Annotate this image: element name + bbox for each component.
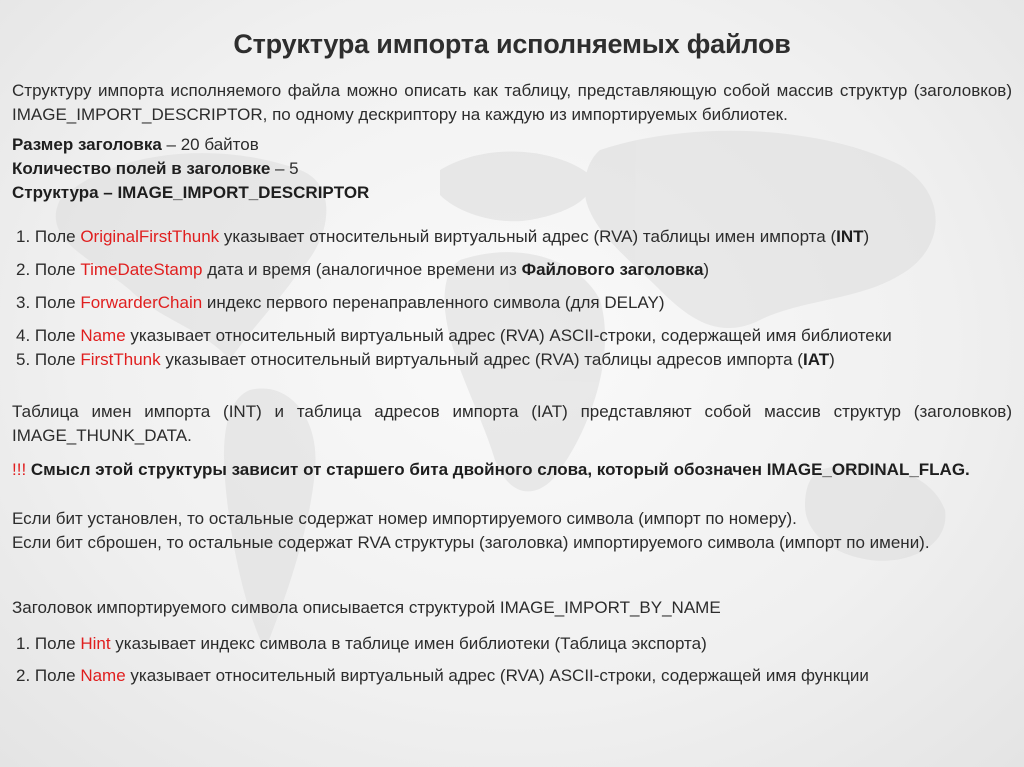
intro-paragraph: Структуру импорта исполняемого файла можно описать как таблицу, представляющую собой массив структур (заголовков) IMAGE_IMPORT_DESCRIPTOR, по одному дескриптору на каждую из импортируемых библиотек. <box>12 81 1012 124</box>
field-name: OriginalFirstThunk <box>80 227 220 246</box>
field-bold-term: Файлового заголовка <box>521 260 704 279</box>
field-number: 2. Поле <box>16 260 81 279</box>
descriptor-field-item <box>16 348 835 372</box>
slide-title: Структура импорта исполняемых файлов <box>233 29 791 59</box>
field-number: 4. Поле <box>16 326 81 345</box>
header-fields-value: – 5 <box>270 159 299 178</box>
field-description: указывает индекс символа в таблице имен библиотеки (Таблица экспорта) <box>110 634 707 653</box>
warning-marks: !!! <box>12 460 27 479</box>
by-name-field-item <box>16 664 869 688</box>
warning-text: Смысл этой структуры зависит от старшего бита двойного слова, который обозначен IMAGE_ORDINAL_FLAG. <box>26 460 970 479</box>
header-size-line <box>12 133 259 157</box>
field-description: указывает относительный виртуальный адрес (RVA) ASCII-строки, содержащей имя функции <box>125 666 869 685</box>
field-number: 3. Поле <box>16 293 81 312</box>
field-description: дата и время (аналогичное времени из <box>202 260 522 279</box>
field-tail: ) <box>703 260 710 279</box>
warning-paragraph <box>12 458 1012 482</box>
by-name-field-item <box>16 632 707 656</box>
field-name: ForwarderChain <box>80 293 203 312</box>
descriptor-field-item <box>16 225 869 249</box>
descriptor-field-item <box>16 291 665 315</box>
bit-clear-paragraph: Если бит сброшен, то остальные содержат RVA структуры (заголовка) импортируемого символа (импорт по имени). <box>12 533 930 552</box>
header-fields-label: Количество полей в заголовке <box>12 159 271 178</box>
field-name: FirstThunk <box>80 350 161 369</box>
header-size-value: – 20 байтов <box>161 135 259 154</box>
field-number: 5. Поле <box>16 350 81 369</box>
field-bold-term: INT <box>836 227 864 246</box>
field-number: 1. Поле <box>16 227 81 246</box>
descriptor-field-item <box>16 258 709 282</box>
field-name: Hint <box>80 634 111 653</box>
bit-set-line: Если бит установлен, то остальные содержат номер импортируемого символа (импорт по номеру). <box>12 509 797 528</box>
field-description: индекс первого перенаправленного символа (для DELAY) <box>202 293 665 312</box>
header-structure-line <box>12 181 369 205</box>
header-size-label: Размер заголовка <box>12 135 162 154</box>
by-name-paragraph: Заголовок импортируемого символа описывается структурой IMAGE_IMPORT_BY_NAME <box>12 598 721 617</box>
descriptor-field-item <box>16 324 892 348</box>
field-name: Name <box>80 326 126 345</box>
field-name: Name <box>80 666 126 685</box>
field-number: 2. Поле <box>16 666 81 685</box>
header-structure-label: Структура – IMAGE_IMPORT_DESCRIPTOR <box>12 183 370 202</box>
thunk-paragraph: Таблица имен импорта (INT) и таблица адресов импорта (IAT) представляют собой массив структур (заголовков) IMAGE_THUNK_DATA. <box>12 402 1012 445</box>
header-fields-line <box>12 157 299 181</box>
field-description: указывает относительный виртуальный адрес (RVA) таблицы адресов импорта ( <box>160 350 803 369</box>
field-number: 1. Поле <box>16 634 81 653</box>
field-tail: ) <box>863 227 870 246</box>
field-description: указывает относительный виртуальный адрес (RVA) таблицы имен импорта ( <box>219 227 837 246</box>
field-tail: ) <box>829 350 835 369</box>
field-bold-term: IAT <box>802 350 830 369</box>
field-description: указывает относительный виртуальный адрес (RVA) ASCII-строки, содержащей имя библиотеки <box>125 326 892 345</box>
field-name: TimeDateStamp <box>80 260 203 279</box>
